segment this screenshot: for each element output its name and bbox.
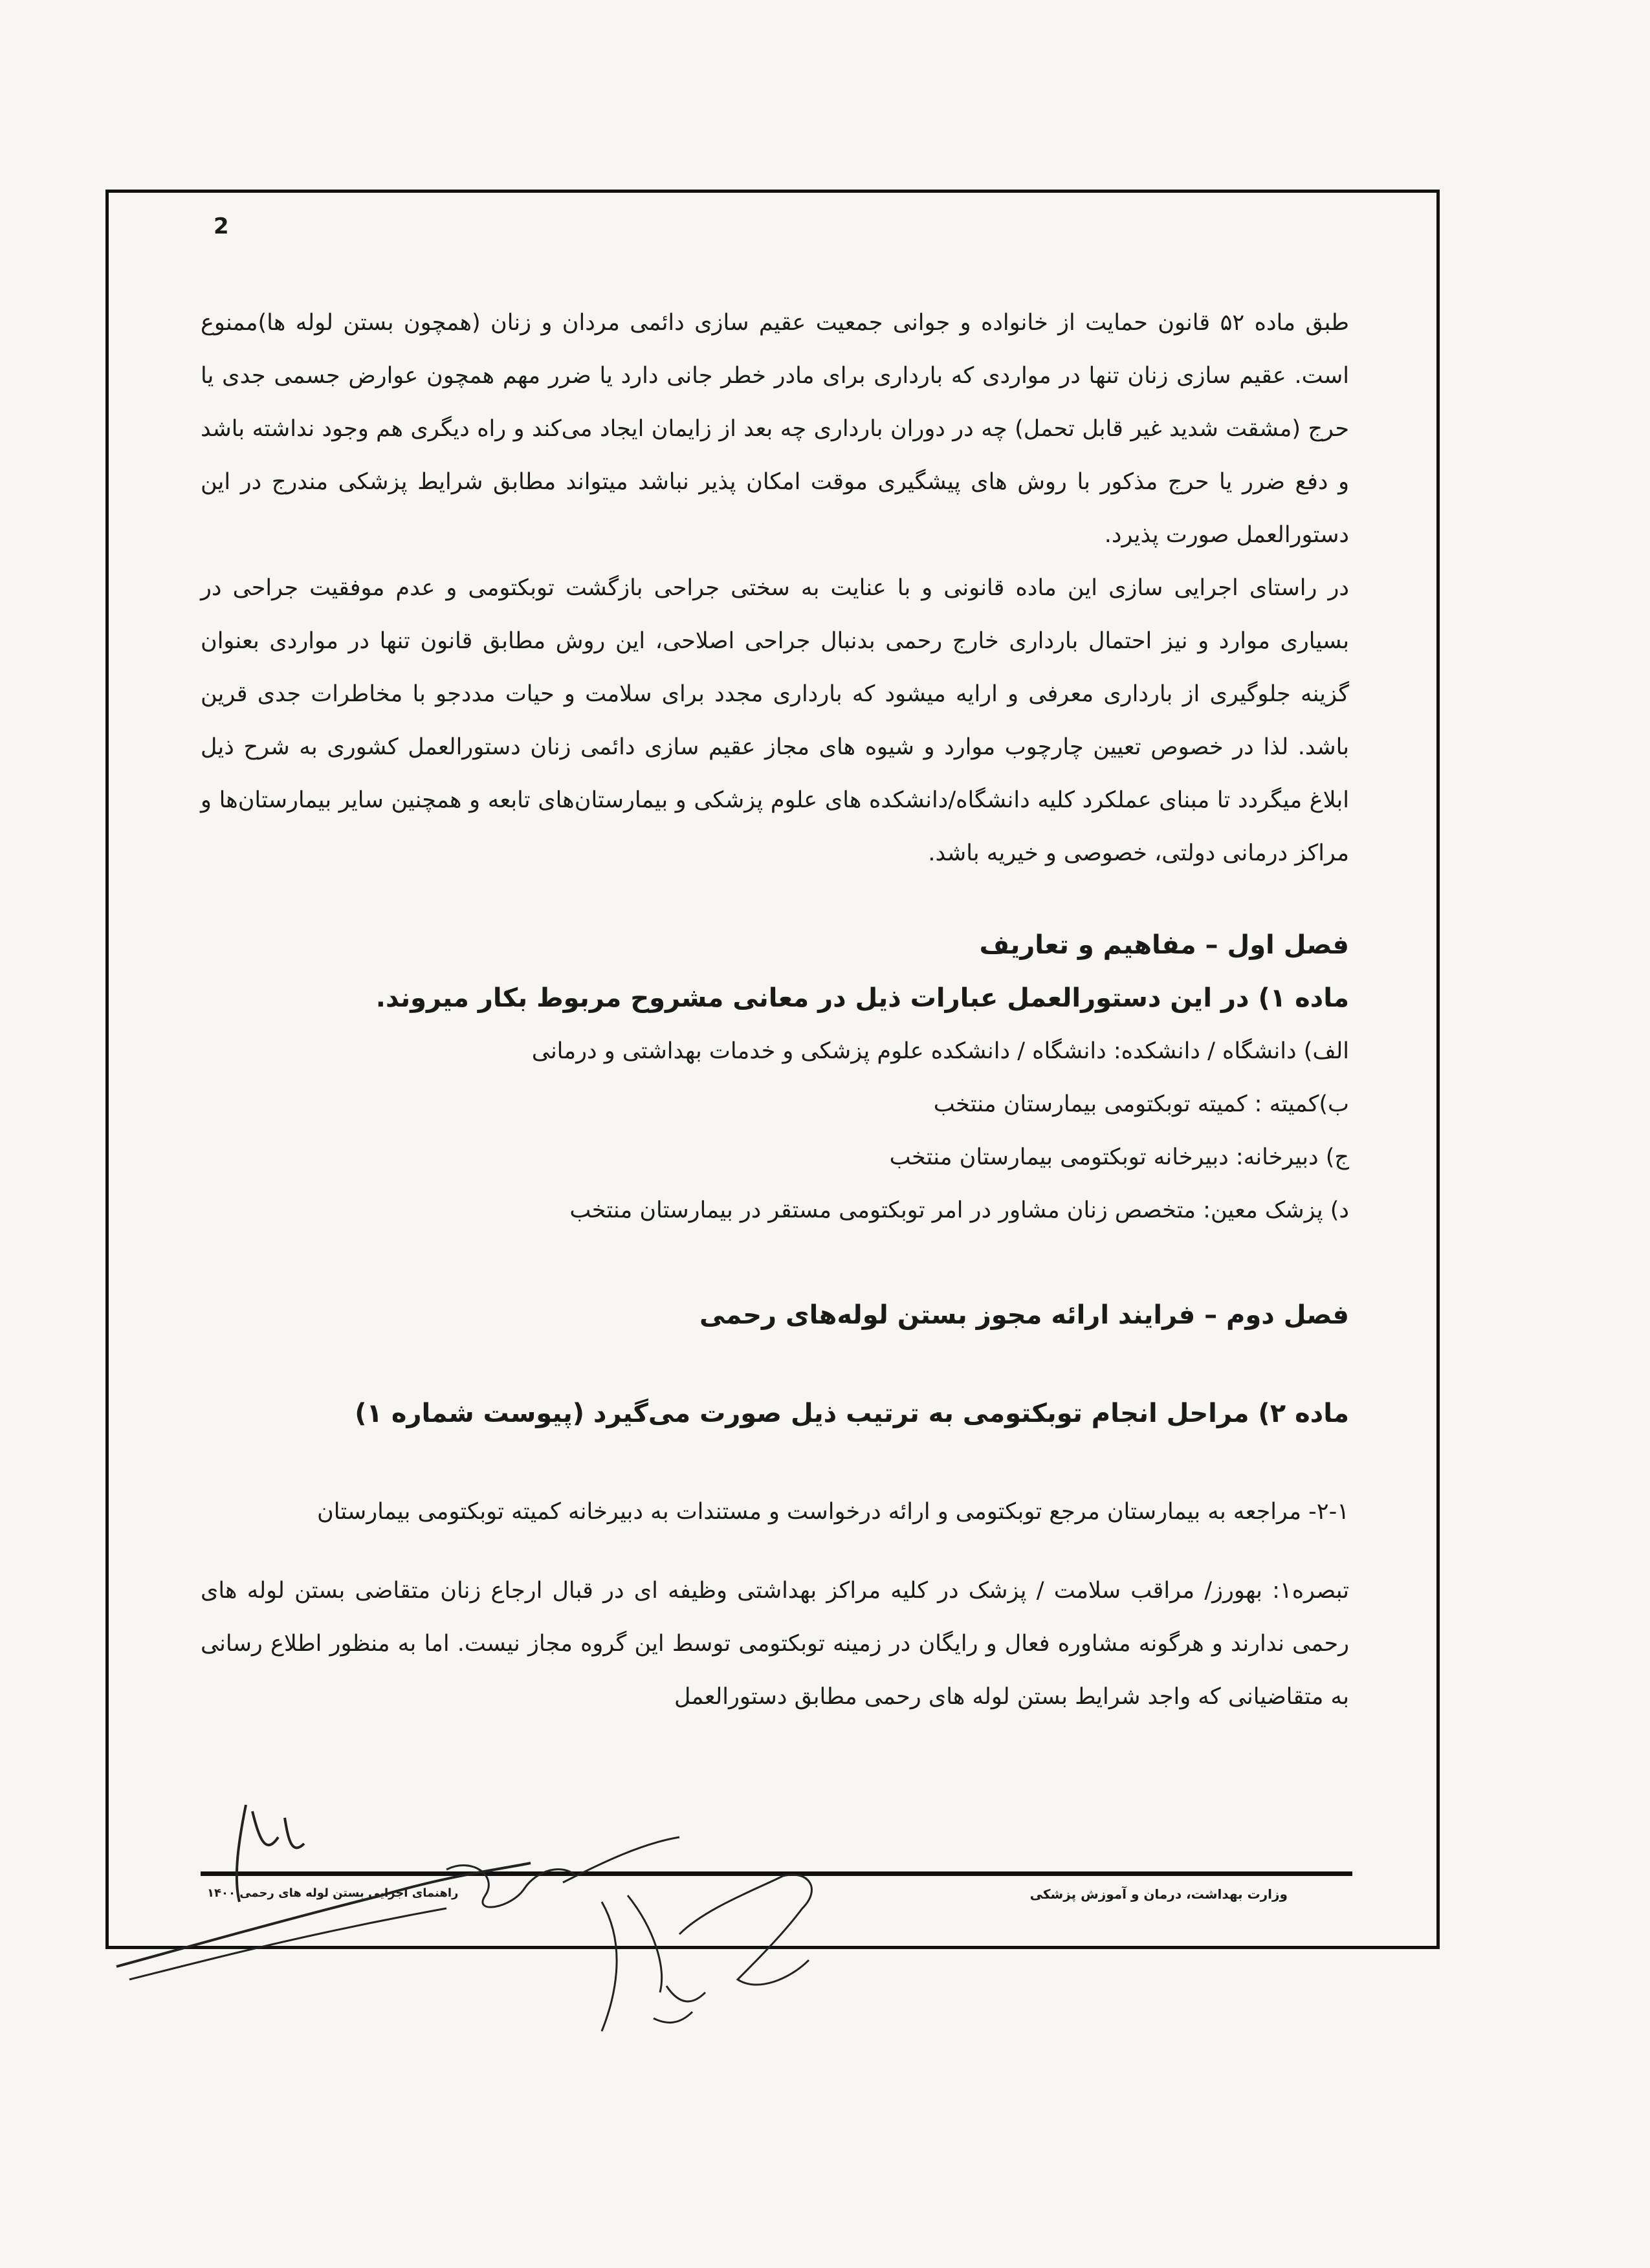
document-body: [201, 296, 1349, 1723]
footer-guide-title: راهنمای اجرایی بستن لوله های رحمی ۱۴۰۰: [207, 1886, 459, 1900]
footer-ministry-text: وزارت بهداشت، درمان و آموزش پزشکی: [1029, 1886, 1288, 1902]
page-number: 2: [214, 213, 229, 239]
definition-a: الف) دانشگاه / دانشکده: دانشگاه / دانشکده علوم پزشکی و خدمات بهداشتی و درمانی: [531, 1038, 1349, 1064]
section2-title: فصل دوم – فرایند ارائه مجوز بستن لوله‌های رحمی: [699, 1300, 1349, 1330]
step-2-1: ۲-۱- مراجعه به بیمارستان مرجع توبکتومی و ارائه درخواست و مستندات به دبیرخانه کمیته توبکتومی بیمارستان: [317, 1499, 1349, 1525]
intro-paragraph-1: طبق ماده ۵۲ قانون حمایت از خانواده و جوانی جمعیت عقیم سازی دائمی مردان و زنان (همچون بستن لوله ها)ممنوع است. عقیم سازی زنان تنها در مواردی که بارداری برای مادر خطر جانی دارد یا ضرر مهم همچون عوارض جسمی جدی یا حرج (مشقت شدید غیر قابل تحمل) چه در دوران بارداری چه بعد از زایمان ایجاد می‌کند و راه دیگری هم وجود نداشته باشد و دفع ضرر یا حرج مذکور با روش های پیشگیری موقت امکان پذیر نباشد میتواند مطابق شرایط پزشکی مندرج در این دستورالعمل صورت پذیرد.: [201, 310, 1349, 548]
article2-title: ماده ۲) مراحل انجام توبکتومی به ترتیب ذیل صورت می‌گیرد (پیوست شماره ۱): [355, 1399, 1349, 1428]
definition-d: د) پزشک معین: متخصص زنان مشاور در امر توبکتومی مستقر در بیمارستان منتخب: [569, 1197, 1349, 1223]
note-1: تبصره۱: بهورز/ مراقب سلامت / پزشک در کلیه مراکز بهداشتی وظیفه ای در قبال ارجاع زنان متقاضی بستن لوله های رحمی ندارند و هرگونه مشاوره فعال و رایگان در زمینه توبکتومی توسط این گروه مجاز نیست. اما به منظور اطلاع رسانی به متقاضیانی که واجد شرایط بستن لوله های رحمی مطابق دستورالعمل: [201, 1578, 1349, 1710]
definition-c: ج) دبیرخانه: دبیرخانه توبکتومی بیمارستان منتخب: [889, 1144, 1349, 1170]
section1-title: فصل اول – مفاهیم و تعاریف: [979, 930, 1349, 960]
article1-title: ماده ۱) در این دستورالعمل عبارات ذیل در معانی مشروح مربوط بکار میروند.: [375, 983, 1349, 1013]
definition-b: ب)کمیته : کمیته توبکتومی بیمارستان منتخب: [933, 1091, 1349, 1117]
intro-paragraph-2: در راستای اجرایی سازی این ماده قانونی و با عنایت به سختی جراحی بازگشت توبکتومی و عدم موفقیت جراحی در بسیاری موارد و نیز احتمال بارداری خارج رحمی بدنبال جراحی اصلاحی، این روش مطابق قانون تنها در مواردی بعنوان گزینه جلوگیری از بارداری معرفی و ارایه میشود که بارداری مجدد برای سلامت و حیات مددجو با مخاطرات جدی قرین باشد. لذا در خصوص تعیین چارچوب موارد و شیوه های مجاز عقیم سازی دائمی زنان دستورالعمل کشوری به شرح ذیل ابلاغ میگردد تا مبنای عملکرد کلیه دانشگاه/دانشکده های علوم پزشکی و بیمارستان‌های تابعه و همچنین سایر بیمارستان‌ها و مراکز درمانی دولتی، خصوصی و خیریه باشد.: [201, 575, 1349, 866]
handwritten-signatures: [110, 1798, 886, 2083]
